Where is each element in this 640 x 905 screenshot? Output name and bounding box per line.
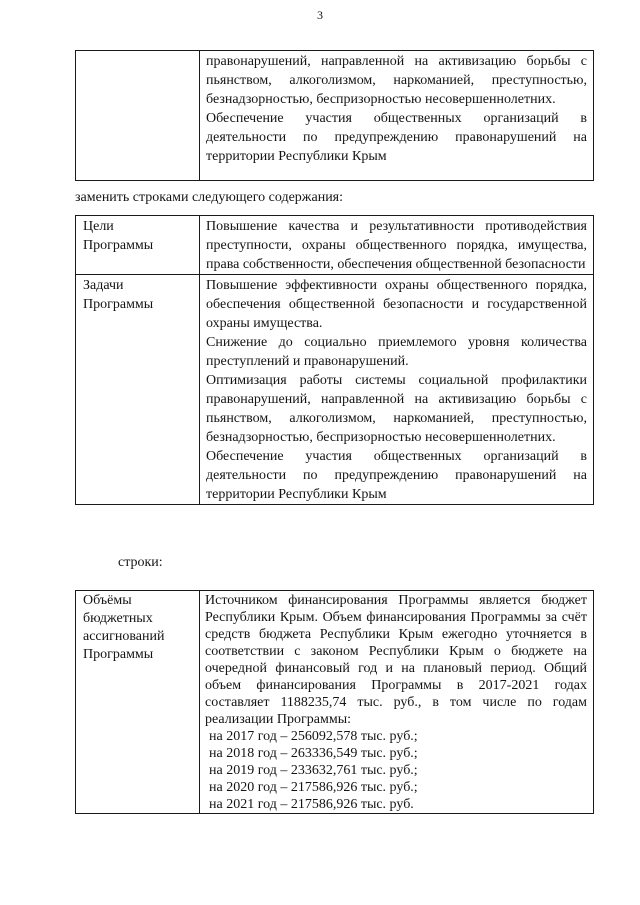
funding-year-line: на 2018 год – 263336,549 тыс. руб.; xyxy=(209,746,418,761)
label-line: бюджетных xyxy=(83,611,153,626)
funding-table xyxy=(75,590,594,814)
content-cell xyxy=(200,51,594,181)
replace-intro: заменить строками следующего содержания: xyxy=(75,190,344,205)
funding-paragraph: Источником финансирования Программы является бюджет Республики Крым. Объем финансирования Программы за счёт средств бюджета Республики Крым ежегодно уточняется в соответствии с законом Республики Крым о бюджете на очередной финансовый год и на плановый период. Общий объем финансирования Программы в 2017-2021 годах составляет 1188235,74 тыс. руб., в том числе по годам реализации Программы: xyxy=(205,593,587,727)
label-line: Цели xyxy=(83,219,114,234)
table-row xyxy=(76,51,594,181)
table-row xyxy=(76,591,594,814)
table-row xyxy=(76,216,594,275)
content-cell xyxy=(200,275,594,505)
label-cell-goals xyxy=(76,216,200,275)
label-line: Программы xyxy=(83,238,154,253)
paragraph: Повышение качества и результативности противодействия преступности, охраны общественного порядка, имущества, права собственности, обеспечения общественной безопасности xyxy=(206,219,587,272)
label-cell-empty xyxy=(76,51,200,181)
label-cell-tasks xyxy=(76,275,200,505)
paragraph: Обеспечение участия общественных организаций в деятельности по предупреждению правонарушений на территории Республики Крым xyxy=(206,449,587,502)
paragraph: правонарушений, направленной на активизацию борьбы с пьянством, алкоголизмом, наркоманией, преступностью, безнадзорностью, беспризорностью несовершеннолетних. xyxy=(206,54,587,107)
page-number: 3 xyxy=(317,8,323,22)
paragraph: Оптимизация работы системы социальной профилактики правонарушений, направленной на активизацию борьбы с пьянством, алкоголизмом, наркоманией, преступностью, безнадзорностью, беспризорностью несовершеннолетних. xyxy=(206,373,587,445)
funding-year-line: на 2021 год – 217586,926 тыс. руб. xyxy=(209,797,414,812)
paragraph: Повышение эффективности охраны общественного порядка, обеспечения общественной безопасности и государственной охраны имущества. xyxy=(206,278,587,331)
paragraph: Обеспечение участия общественных организаций в деятельности по предупреждению правонарушений на территории Республики Крым xyxy=(206,111,587,164)
funding-year-line: на 2017 год – 256092,578 тыс. руб.; xyxy=(209,729,418,744)
rows-intro: строки: xyxy=(118,555,163,570)
funding-year-line: на 2019 год – 233632,761 тыс. руб.; xyxy=(209,763,418,778)
table-row xyxy=(76,275,594,505)
label-line: Объёмы xyxy=(83,593,132,608)
label-line: ассигнований xyxy=(83,629,165,644)
label-line: Программы xyxy=(83,297,154,312)
content-cell xyxy=(200,591,594,814)
label-line: Задачи xyxy=(83,278,124,293)
paragraph: Снижение до социально приемлемого уровня количества преступлений и правонарушений. xyxy=(206,335,587,369)
new-content-table xyxy=(75,215,594,505)
label-cell-funding xyxy=(76,591,200,814)
content-cell xyxy=(200,216,594,275)
funding-year-line: на 2020 год – 217586,926 тыс. руб.; xyxy=(209,780,418,795)
label-line: Программы xyxy=(83,647,154,662)
continued-table xyxy=(75,50,594,181)
